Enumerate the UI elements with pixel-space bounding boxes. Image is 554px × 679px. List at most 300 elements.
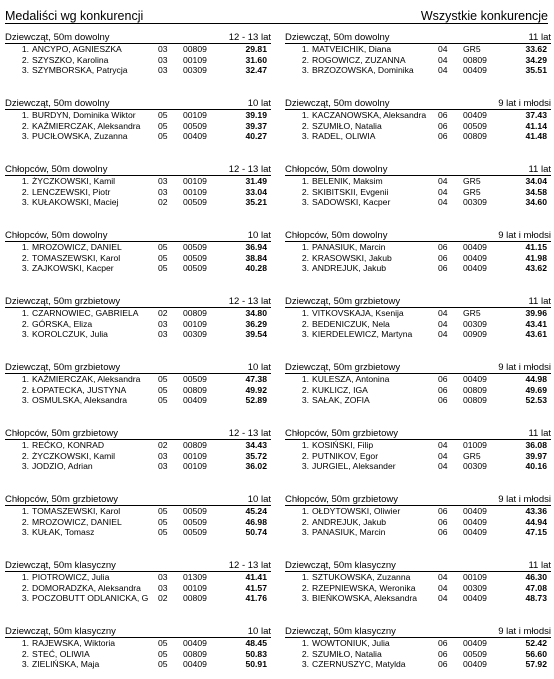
result-row [5,572,271,583]
birth-year: 06 [438,131,448,142]
swimmer-name: BRZOZOWSKA, Dominika [312,65,414,76]
result-row [5,308,271,319]
club-code: 00109 [183,461,207,472]
birth-year: 04 [438,329,448,340]
result-time: 31.49 [245,176,267,186]
club-code: 00509 [463,120,487,131]
birth-year: 03 [158,582,168,593]
birth-year: 03 [158,186,168,197]
swimmer-name: PIOTROWICZ, Julia [32,572,110,582]
swimmer-name: ŻYCZKOWSKI, Kamil [32,450,116,461]
result-time: 56.60 [525,648,547,659]
result-time: 35.51 [525,65,547,76]
age-group: 11 lat [528,428,551,439]
place-cell: 3. [21,65,29,76]
club-code: 00409 [183,659,207,670]
result-time: 39.54 [245,329,267,340]
result-row [285,593,551,604]
birth-year: 04 [438,197,448,208]
club-code: GR5 [463,450,481,461]
birth-year: 06 [438,110,448,120]
place-cell: 1. [21,44,29,54]
result-time: 34.60 [525,197,547,208]
swimmer-name: KOROLCZUK, Julia [32,329,108,340]
birth-year: 02 [158,197,168,208]
result-time: 44.98 [525,374,547,384]
result-row [285,649,551,660]
result-row [285,572,551,583]
club-code: 01309 [183,572,207,582]
birth-year: 03 [158,572,168,582]
place-cell: 2. [21,582,29,593]
place-cell: 3. [301,263,309,274]
result-time: 52.89 [245,395,267,406]
swimmer-name: ŻYCZKOWSKI, Kamil [32,176,116,186]
club-code: 00409 [463,242,487,252]
birth-year: 04 [438,54,448,65]
birth-year: 04 [438,65,448,76]
age-group: 12 - 13 lat [228,296,271,307]
event-section [5,494,271,538]
place-cell: 2. [301,648,309,659]
swimmer-name: WOWTONIUK, Julia [312,638,390,648]
result-time: 39.19 [245,110,267,120]
result-row [5,121,271,132]
place-cell: 3. [21,593,29,604]
event-header [285,98,551,110]
place-cell: 3. [21,461,29,472]
event-title: Dziewcząt, 50m dowolny [285,32,390,43]
birth-year: 05 [158,263,168,274]
result-row [285,374,551,385]
result-time: 49.69 [525,384,547,395]
result-row [5,374,271,385]
result-time: 39.37 [245,120,267,131]
place-cell: 2. [21,186,29,197]
result-time: 34.04 [525,176,547,186]
event-header [285,560,551,572]
event-header [5,560,271,572]
result-row [5,176,271,187]
birth-year: 03 [158,461,168,472]
event-section [5,560,271,604]
swimmer-name: ANDREJUK, Jakub [312,263,387,274]
place-cell: 3. [301,461,309,472]
age-group: 12 - 13 lat [228,164,271,175]
result-time: 35.72 [245,450,267,461]
place-cell: 1. [21,176,29,186]
club-code: 00409 [463,527,487,538]
result-row [285,451,551,462]
event-title: Dziewcząt, 50m grzbietowy [285,362,401,373]
result-row [5,506,271,517]
birth-year: 04 [438,186,448,197]
age-group: 11 lat [528,560,551,571]
event-title: Chłopców, 50m grzbietowy [5,494,118,505]
page-header [5,5,548,23]
event-section [285,626,551,670]
result-time: 29.81 [245,44,267,54]
result-time: 36.94 [245,242,267,252]
birth-year: 03 [158,318,168,329]
club-code: 00109 [183,186,207,197]
result-row [285,121,551,132]
club-code: GR5 [463,176,481,186]
swimmer-name: ZIELIŃSKA, Maja [32,659,100,670]
birth-year: 03 [158,329,168,340]
place-cell: 1. [301,638,309,648]
result-time: 43.61 [525,329,547,340]
place-cell: 3. [301,65,309,76]
place-cell: 2. [301,54,309,65]
place-cell: 3. [21,131,29,142]
club-code: 00109 [183,176,207,186]
club-code: 00909 [463,329,487,340]
result-time: 35.21 [245,197,267,208]
event-section [5,428,271,472]
place-cell: 3. [21,395,29,406]
age-group: 9 lat i młodsi [498,230,551,241]
event-header [5,296,271,308]
birth-year: 05 [158,374,168,384]
club-code: 00109 [463,572,487,582]
place-cell: 1. [21,242,29,252]
club-code: 00109 [183,582,207,593]
event-header [5,98,271,110]
swimmer-name: TOMASZEWSKI, Karol [32,252,121,263]
event-section [5,362,271,406]
club-code: 00509 [183,242,207,252]
result-time: 33.04 [245,186,267,197]
birth-year: 04 [438,44,448,54]
club-code: 00409 [463,263,487,274]
place-cell: 1. [301,176,309,186]
club-code: 00509 [183,374,207,384]
place-cell: 1. [301,440,309,450]
birth-year: 04 [438,318,448,329]
place-cell: 2. [301,252,309,263]
birth-year: 06 [438,638,448,648]
event-section [285,296,551,340]
event-title: Chłopców, 50m grzbietowy [285,494,398,505]
club-code: 00309 [183,329,207,340]
result-row [285,319,551,330]
swimmer-name: SZUMIŁO, Natalia [312,120,382,131]
result-time: 41.15 [525,242,547,252]
birth-year: 03 [158,54,168,65]
place-cell: 2. [301,450,309,461]
club-code: 00809 [463,384,487,395]
club-code: 00809 [183,440,207,450]
birth-year: 06 [438,506,448,516]
swimmer-name: SZYSZKO, Karolina [32,54,109,65]
header-divider [5,23,548,24]
result-row [285,395,551,406]
result-time: 57.92 [525,659,547,670]
result-row [5,44,271,55]
swimmer-name: KULESZA, Antonina [312,374,390,384]
result-time: 43.62 [525,263,547,274]
event-header [5,230,271,242]
result-row [285,659,551,670]
birth-year: 06 [438,374,448,384]
club-code: 00409 [463,516,487,527]
result-time: 47.08 [525,582,547,593]
place-cell: 2. [301,120,309,131]
age-group: 9 lat i młodsi [498,98,551,109]
club-code: 00409 [183,395,207,406]
swimmer-name: KAŹMIERCZAK, Aleksandra [32,120,141,131]
event-title: Chłopców, 50m dowolny [5,164,108,175]
result-row [5,638,271,649]
birth-year: 05 [158,252,168,263]
result-row [5,451,271,462]
result-time: 36.08 [525,440,547,450]
result-row [5,329,271,340]
club-code: 00809 [183,44,207,54]
club-code: 00509 [183,527,207,538]
birth-year: 06 [438,120,448,131]
event-title: Dziewcząt, 50m klasyczny [5,626,116,637]
birth-year: 06 [438,384,448,395]
result-time: 49.92 [245,384,267,395]
result-row [285,253,551,264]
place-cell: 2. [301,582,309,593]
place-cell: 2. [21,384,29,395]
age-group: 12 - 13 lat [228,428,271,439]
result-row [5,263,271,274]
swimmer-name: OŁDYTOWSKI, Oliwier [312,506,401,516]
club-code: 00309 [183,65,207,76]
result-row [285,329,551,340]
place-cell: 1. [21,440,29,450]
result-row [285,242,551,253]
swimmer-name: KAŹMIERCZAK, Aleksandra [32,374,141,384]
place-cell: 1. [301,44,309,54]
result-row [5,197,271,208]
swimmer-name: RADEL, OLIWIA [312,131,376,142]
result-time: 34.29 [525,54,547,65]
birth-year: 05 [158,506,168,516]
result-time: 34.43 [245,440,267,450]
event-title: Chłopców, 50m dowolny [5,230,108,241]
result-time: 46.30 [525,572,547,582]
swimmer-name: LENCZEWSKI, Piotr [32,186,111,197]
birth-year: 06 [438,263,448,274]
result-row [5,517,271,528]
swimmer-name: KACZANOWSKA, Aleksandra [312,110,427,120]
event-header [5,362,271,374]
result-time: 44.94 [525,516,547,527]
place-cell: 2. [21,648,29,659]
place-cell: 2. [21,516,29,527]
birth-year: 05 [158,120,168,131]
birth-year: 04 [438,440,448,450]
event-header [285,626,551,638]
result-row [285,110,551,121]
birth-year: 06 [438,648,448,659]
age-group: 12 - 13 lat [228,32,271,43]
result-time: 34.58 [525,186,547,197]
swimmer-name: ANCYPO, AGNIESZKA [32,44,122,54]
swimmer-name: BEDENICZUK, Nela [312,318,390,329]
club-code: GR5 [463,308,481,318]
result-time: 33.62 [525,44,547,54]
result-row [5,187,271,198]
age-group: 10 lat [247,230,271,241]
result-time: 52.42 [525,638,547,648]
swimmer-name: RAJEWSKA, Wiktoria [32,638,116,648]
club-code: 01009 [463,440,487,450]
event-title: Dziewcząt, 50m grzbietowy [285,296,401,307]
club-code: 00509 [183,263,207,274]
place-cell: 1. [301,308,309,318]
result-time: 36.29 [245,318,267,329]
place-cell: 2. [21,54,29,65]
swimmer-name: POCZOBUTT ODLANICKA, G [32,593,149,604]
age-group: 11 lat [528,296,551,307]
result-row [5,440,271,451]
event-section [285,164,551,208]
result-time: 43.41 [525,318,547,329]
event-section [5,164,271,208]
swimmer-name: GÓRSKA, Eliza [32,318,93,329]
club-code: 00509 [463,648,487,659]
club-code: 00809 [183,648,207,659]
swimmer-name: CZERNUSZYC, Matylda [312,659,406,670]
club-code: 00809 [183,384,207,395]
birth-year: 05 [158,384,168,395]
place-cell: 3. [301,131,309,142]
swimmer-name: PUCIŁOWSKA, Zuzanna [32,131,128,142]
birth-year: 04 [438,582,448,593]
place-cell: 1. [21,308,29,318]
club-code: 00309 [463,461,487,472]
swimmer-name: SZTUKOWSKA, Zuzanna [312,572,411,582]
place-cell: 1. [301,242,309,252]
event-header [285,362,551,374]
birth-year: 06 [438,527,448,538]
result-time: 37.43 [525,110,547,120]
place-cell: 3. [21,329,29,340]
club-code: 00509 [183,252,207,263]
club-code: 00809 [463,131,487,142]
place-cell: 2. [301,318,309,329]
birth-year: 05 [158,242,168,252]
age-group: 9 lat i młodsi [498,494,551,505]
swimmer-name: SADOWSKI, Kacper [312,197,391,208]
club-code: 00409 [463,252,487,263]
result-time: 47.38 [245,374,267,384]
age-group: 10 lat [247,362,271,373]
birth-year: 04 [438,572,448,582]
result-time: 50.74 [245,527,267,538]
swimmer-name: KUKLICZ, IGA [312,384,368,395]
swimmer-name: KRASOWSKI, Jakub [312,252,392,263]
result-row [285,308,551,319]
event-header [285,494,551,506]
result-row [285,176,551,187]
result-row [285,440,551,451]
place-cell: 3. [21,659,29,670]
club-code: 00109 [183,110,207,120]
result-time: 47.15 [525,527,547,538]
swimmer-name: PANASIUK, Marcin [312,242,386,252]
swimmer-name: ANDREJUK, Jakub [312,516,387,527]
result-time: 41.48 [525,131,547,142]
birth-year: 05 [158,638,168,648]
event-section [5,32,271,76]
result-row [5,395,271,406]
birth-year: 04 [438,176,448,186]
result-row [285,263,551,274]
result-row [5,242,271,253]
place-cell: 2. [21,120,29,131]
age-group: 9 lat i młodsi [498,626,551,637]
event-title: Chłopców, 50m dowolny [285,164,388,175]
swimmer-name: OSMULSKA, Aleksandra [32,395,128,406]
swimmer-name: BELENIK, Maksim [312,176,383,186]
event-title: Dziewcząt, 50m grzbietowy [5,362,121,373]
swimmer-name: BURDYN, Dominika Wiktor [32,110,136,120]
birth-year: 05 [158,395,168,406]
birth-year: 04 [438,450,448,461]
result-time: 50.83 [245,648,267,659]
result-row [285,44,551,55]
birth-year: 04 [438,461,448,472]
result-row [5,131,271,142]
swimmer-name: ZAJKOWSKI, Kacper [32,263,114,274]
club-code: 00109 [183,318,207,329]
place-cell: 3. [21,263,29,274]
club-code: 00409 [463,593,487,604]
birth-year: 05 [158,648,168,659]
result-time: 52.53 [525,395,547,406]
birth-year: 06 [438,395,448,406]
result-row [285,638,551,649]
birth-year: 03 [158,44,168,54]
result-row [5,253,271,264]
event-section [5,98,271,142]
result-row [285,55,551,66]
club-code: 00309 [463,197,487,208]
result-time: 39.97 [525,450,547,461]
swimmer-name: MROZOWICZ, DANIEL [32,242,122,252]
swimmer-name: MROZOWICZ, DANIEL [32,516,122,527]
swimmer-name: SZYMBORSKA, Patrycja [32,65,128,76]
result-time: 31.60 [245,54,267,65]
event-title: Dziewcząt, 50m klasyczny [5,560,116,571]
club-code: 00409 [183,638,207,648]
result-row [285,517,551,528]
event-section [285,32,551,76]
birth-year: 06 [438,242,448,252]
result-row [5,110,271,121]
result-row [5,385,271,396]
event-header [5,32,271,44]
event-header [285,296,551,308]
place-cell: 2. [301,186,309,197]
result-time: 40.16 [525,461,547,472]
event-section [5,626,271,670]
place-cell: 1. [21,374,29,384]
event-header [5,626,271,638]
place-cell: 1. [21,110,29,120]
result-row [5,461,271,472]
swimmer-name: STEĆ, OLIWIA [32,648,90,659]
club-code: 00309 [463,582,487,593]
result-row [285,131,551,142]
